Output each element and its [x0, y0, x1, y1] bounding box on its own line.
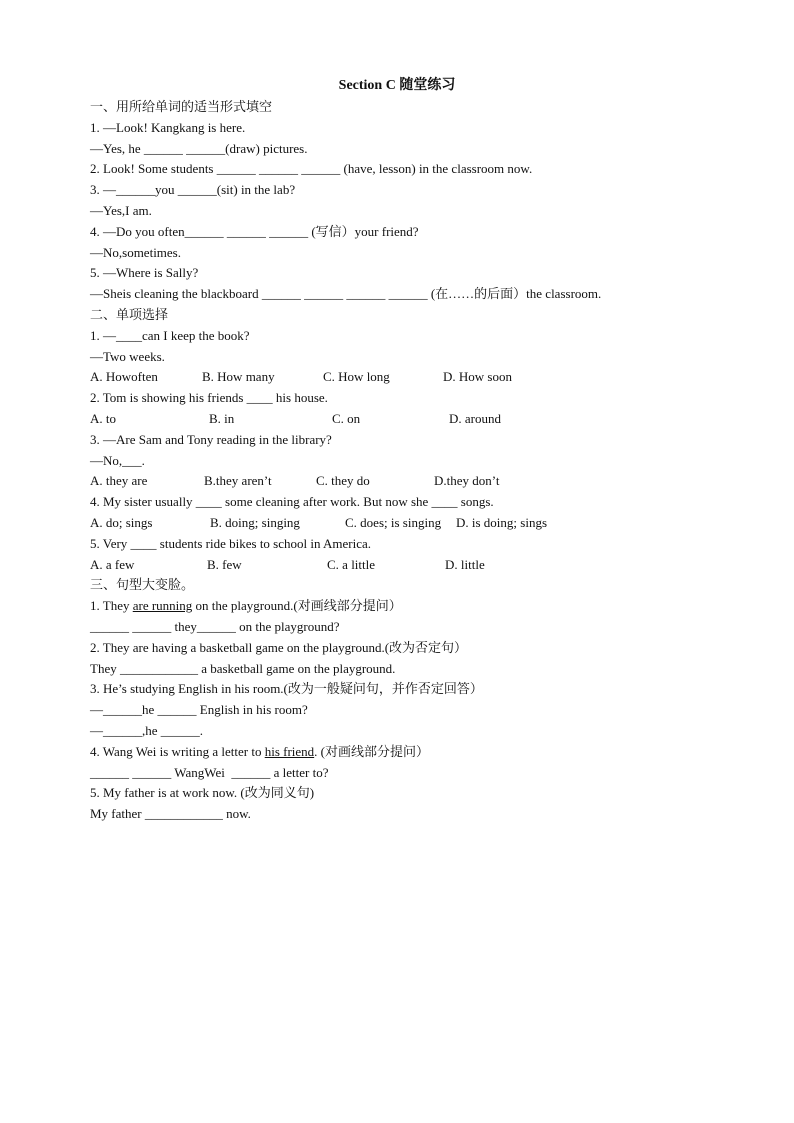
answer-line: ______ ______ WangWei ______ a letter to?	[90, 764, 329, 780]
choice-options	[90, 471, 770, 492]
option-b: B. few	[207, 556, 242, 572]
fill-in-line: 2. Look! Some students ______ ______ ______ (have, lesson) in the classroom now.	[90, 161, 533, 177]
section-3-heading: 三、句型大变脸。	[90, 577, 195, 593]
fill-in-line: 1. —Look! Kangkang is here.	[90, 119, 246, 135]
transform-question: 2. They are having a basketball game on the playground.(改为否定句）	[90, 639, 468, 655]
option-a: A. they are	[90, 473, 148, 489]
answer-line: —______,he ______.	[90, 722, 204, 738]
option-c: C. How long	[323, 369, 390, 385]
fill-in-line: 4. —Do you often______ ______ ______ (写信）your friend?	[90, 223, 419, 239]
question-line: 5. Very ____ students ride bikes to school in America.	[90, 535, 372, 551]
fill-in-line: —No,sometimes.	[90, 244, 181, 260]
answer-line: ______ ______ they______ on the playground?	[90, 618, 340, 634]
underlined-phrase: his friend	[264, 743, 315, 759]
worksheet-content	[90, 97, 770, 825]
option-a: A. to	[90, 410, 116, 426]
option-a: A. Howoften	[90, 369, 158, 385]
fill-in-line: —Yes,I am.	[90, 202, 152, 218]
option-c: C. they do	[316, 473, 370, 489]
question-line: 2. Tom is showing his friends ____ his house.	[90, 390, 328, 406]
fill-in-line: 5. —Where is Sally?	[90, 265, 199, 281]
section-2-heading: 二、单项选择	[90, 306, 169, 322]
choice-options	[90, 555, 770, 576]
question-line: —No,___.	[90, 452, 145, 468]
option-d: D. How soon	[443, 369, 512, 385]
option-b: B. doing; singing	[210, 514, 300, 530]
question-line: 4. My sister usually ____ some cleaning after work. But now she ____ songs.	[90, 494, 494, 510]
option-c: C. does; is singing	[345, 514, 442, 530]
transform-question: 1. They are running on the playground.(对画线部分提问）	[90, 598, 402, 614]
option-c: C. on	[332, 410, 361, 426]
transform-question: 3. He’s studying English in his room.(改为一般疑问句，并作否定回答）	[90, 681, 483, 697]
option-a: A. a few	[90, 556, 135, 572]
option-b: B.they aren’t	[204, 473, 272, 489]
option-a: A. do; sings	[90, 514, 153, 530]
option-b: B. How many	[202, 369, 275, 385]
question-line: —Two weeks.	[90, 348, 165, 364]
choice-options	[90, 513, 770, 534]
answer-line: They ____________ a basketball game on the playground.	[90, 660, 396, 676]
fill-in-line: —Sheis cleaning the blackboard ______ ______ ______ ______ (在……的后面）the classroom.	[90, 286, 602, 302]
question-line: 3. —Are Sam and Tony reading in the library?	[90, 431, 332, 447]
choice-options	[90, 409, 770, 430]
section-1-heading: 一、用所给单词的适当形式填空	[90, 99, 273, 114]
page-title: Section C 随堂练习	[338, 78, 456, 93]
fill-in-line: 3. —______you ______(sit) in the lab?	[90, 182, 296, 198]
option-d: D. little	[445, 556, 485, 572]
answer-line: —______he ______ English in his room?	[90, 702, 308, 718]
choice-options	[90, 367, 770, 388]
option-d: D.they don’t	[434, 473, 500, 489]
underlined-phrase: are running	[132, 598, 193, 614]
option-b: B. in	[209, 410, 235, 426]
option-d: D. is doing; sings	[456, 514, 548, 530]
option-c: C. a little	[327, 556, 376, 572]
transform-question: 4. Wang Wei is writing a letter to his friend. (对画线部分提问）	[90, 743, 430, 759]
transform-question: 5. My father is at work now. (改为同义句)	[90, 785, 315, 801]
option-d: D. around	[449, 410, 501, 426]
answer-line: My father ____________ now.	[90, 806, 251, 822]
question-line: 1. —____can I keep the book?	[90, 327, 250, 343]
fill-in-line: —Yes, he ______ ______(draw) pictures.	[90, 140, 308, 156]
